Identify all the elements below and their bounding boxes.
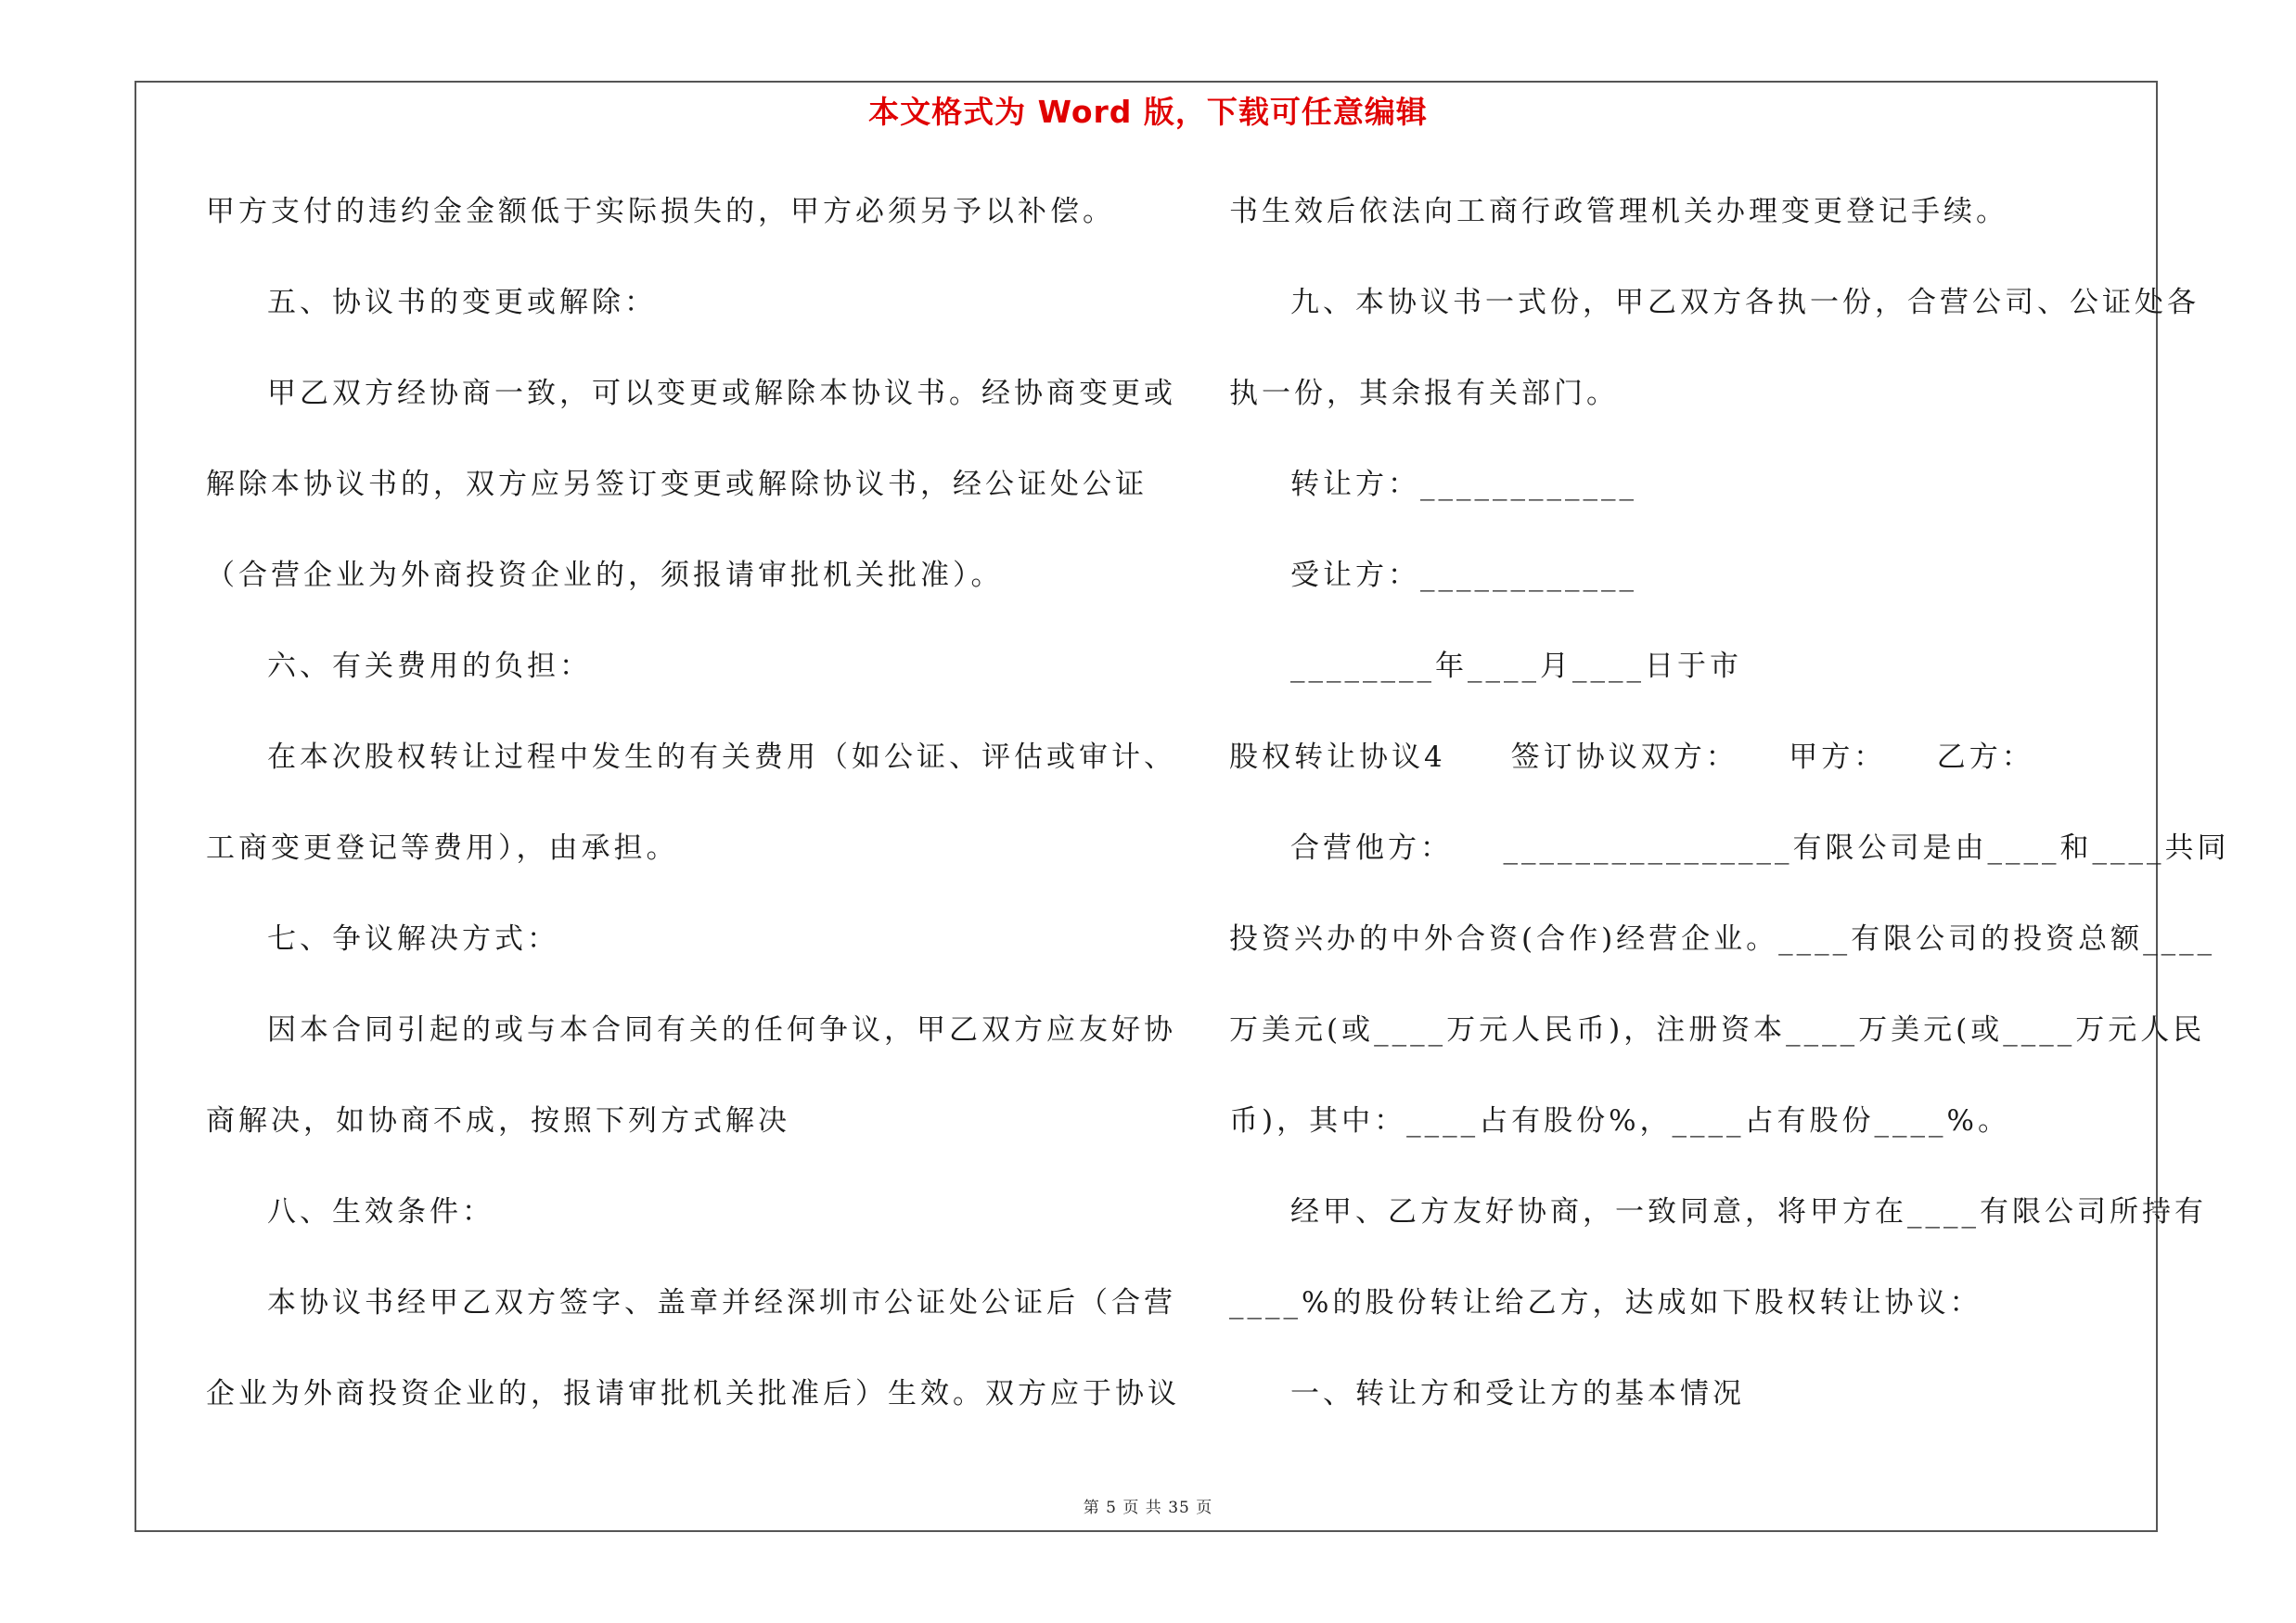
section-heading: 八、生效条件：: [267, 1195, 494, 1229]
paragraph-line: 执一份，其余报有关部门。: [1229, 377, 1619, 410]
transferor-signature-line: 转让方：____________: [1290, 468, 1637, 501]
format-banner: 本文格式为 Word 版，下载可任意编辑: [868, 94, 1428, 130]
paragraph-line: 因本合同引起的或与本合同有关的任何争议，甲乙双方应友好协: [267, 1013, 1176, 1047]
paragraph-line: ____%的股份转让给乙方，达成如下股权转让协议：: [1229, 1286, 1982, 1320]
paragraph-line: 经甲、乙方友好协商，一致同意，将甲方在____有限公司所持有: [1290, 1195, 2207, 1229]
paragraph-line: 书生效后依法向工商行政管理机关办理变更登记手续。: [1229, 195, 2008, 228]
transferee-signature-line: 受让方：____________: [1290, 559, 1637, 592]
section-heading: 七、争议解决方式：: [267, 922, 559, 956]
paragraph-line: 合营他方： ________________有限公司是由____和____共同: [1290, 831, 2230, 865]
left-column: [206, 184, 1180, 1457]
paragraph-line: 商解决，如协商不成，按照下列方式解决: [206, 1104, 790, 1138]
paragraph-line: 解除本协议书的，双方应另签订变更或解除协议书，经公证处公证: [206, 468, 1148, 501]
section-heading: 一、转让方和受让方的基本情况: [1290, 1377, 1745, 1410]
paragraph-line: 企业为外商投资企业的，报请审批机关批准后）生效。双方应于协议: [206, 1377, 1180, 1410]
page-number-footer: 第 5 页 共 35 页: [1083, 1499, 1213, 1517]
paragraph-line: （合营企业为外商投资企业的，须报请审批机关批准）。: [206, 559, 1004, 592]
paragraph-line: 在本次股权转让过程中发生的有关费用（如公证、评估或审计、: [267, 741, 1176, 774]
section-heading: 五、协议书的变更或解除：: [267, 286, 657, 319]
paragraph-line: 投资兴办的中外合资(合作)经营企业。____有限公司的投资总额____: [1229, 922, 2216, 956]
section-heading: 六、有关费用的负担：: [267, 650, 592, 683]
paragraph-line: 工商变更登记等费用），由承担。: [206, 831, 679, 865]
paragraph-line: 币)，其中：____占有股份%，____占有股份____%。: [1229, 1104, 2011, 1138]
paragraph-line: 万美元(或____万元人民币)，注册资本____万美元(或____万元人民: [1229, 1013, 2206, 1047]
right-column: [1229, 184, 2230, 1457]
section-heading: 九、本协议书一式份，甲乙双方各执一份，合营公司、公证处各: [1290, 286, 2200, 319]
paragraph-line: 甲方支付的违约金金额低于实际损失的，甲方必须另予以补偿。: [206, 195, 1115, 228]
paragraph-line: 本协议书经甲乙双方签字、盖章并经深圳市公证处公证后（合营: [267, 1286, 1176, 1320]
paragraph-line: 甲乙双方经协商一致，可以变更或解除本协议书。经协商变更或: [267, 377, 1176, 410]
date-place-line: ________年____月____日于市: [1290, 650, 1742, 683]
agreement-title-line: 股权转让协议4 签订协议双方： 甲方： 乙方：: [1229, 741, 2034, 774]
